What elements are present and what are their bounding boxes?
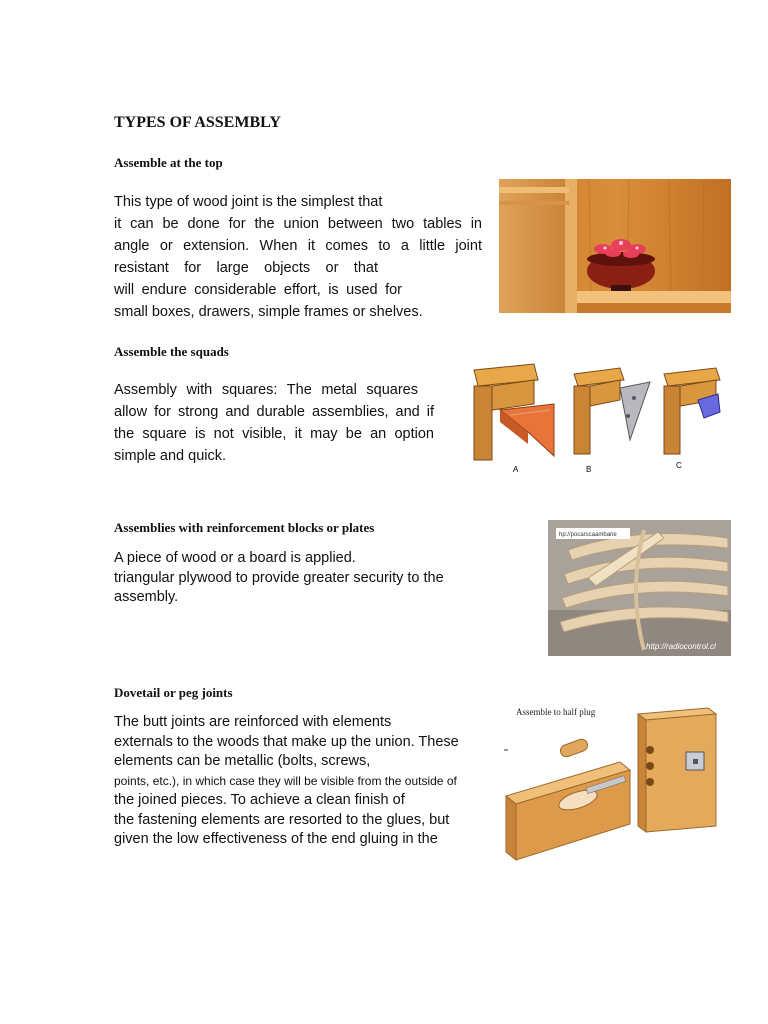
section-body-squads (114, 379, 434, 467)
text-line: will endure considerable effort, is used for (114, 282, 402, 298)
text-line: it can be done for the union between two tables in (114, 216, 482, 232)
text-line: allow for strong and durable assemblies, and if (114, 404, 434, 420)
half-plug-diagram (500, 700, 720, 875)
text-line: A piece of wood or a board is applied. (114, 550, 356, 566)
section-heading-squads: Assemble the squads (114, 344, 229, 359)
text-line: Assembly with squares: The metal squares (114, 382, 418, 398)
photo-watermark-top: hp://pocarscaambane (559, 532, 617, 538)
section-heading-reinforcement: Assemblies with reinforcement blocks or plates (114, 520, 375, 535)
figure-caption: Assemble to half plug (516, 707, 596, 717)
text-line: the fastening elements are resorted to the glues, but (114, 811, 450, 828)
page-title: TYPES OF ASSEMBLY (114, 114, 281, 131)
section-body-dovetail (114, 713, 494, 850)
photo-watermark-bottom: http://radiocontrol.cl (646, 642, 716, 651)
text-line: resistant for large objects or that (114, 260, 378, 276)
text-line: the joined pieces. To achieve a clean finish of (114, 792, 405, 808)
section-body-top-assembly (114, 191, 482, 323)
section-body-reinforcement (114, 549, 464, 608)
figure-label-a: A (513, 465, 519, 474)
figure-label-b: B (586, 465, 592, 474)
text-line: externals to the woods that make up the union. These (114, 733, 459, 750)
shelf-photo (499, 179, 731, 313)
text-line: simple and quick. (114, 448, 227, 464)
figure-label-c: C (676, 461, 682, 470)
text-line: the square is not visible, it may be an option (114, 426, 434, 442)
text-line: assembly. (114, 589, 179, 605)
text-line: angle or extension. When it comes to a little joint (114, 238, 482, 254)
plywood-ribs-photo (548, 520, 731, 656)
section-heading-dovetail: Dovetail or peg joints (114, 685, 233, 700)
text-line: elements can be metallic (bolts, screws, (114, 753, 371, 769)
text-line: small boxes, drawers, simple frames or shelves. (114, 304, 423, 320)
text-line: given the low effectiveness of the end gluing in the (114, 831, 438, 847)
text-line: The butt joints are reinforced with elements (114, 714, 392, 730)
squares-diagram (470, 360, 730, 478)
text-line: points, etc.), in which case they will be visible from the outside of (114, 773, 457, 788)
section-heading-top-assembly: Assemble at the top (114, 155, 223, 170)
text-line: This type of wood joint is the simplest that (114, 194, 383, 210)
text-line: triangular plywood to provide greater security to the (114, 569, 444, 586)
